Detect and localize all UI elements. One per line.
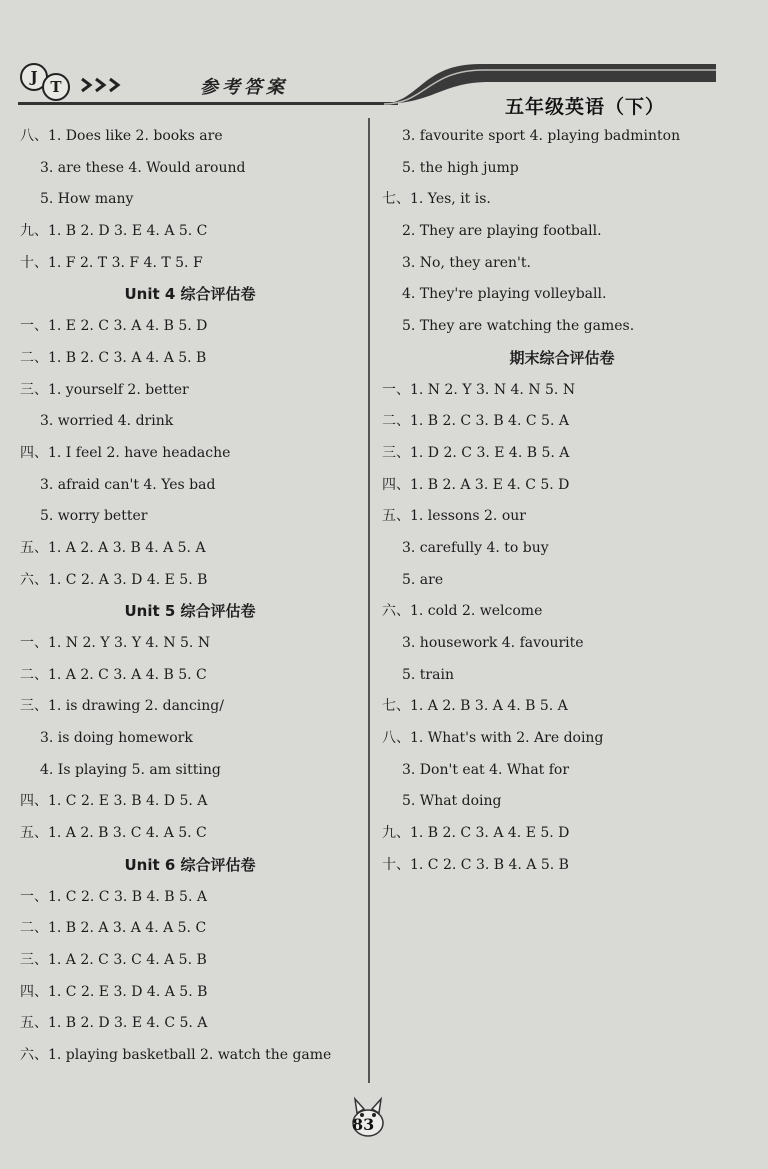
page-number-badge	[348, 1095, 388, 1145]
answer-line: 3. housework 4. favourite	[402, 635, 584, 651]
logo-letter-j: J	[20, 63, 48, 91]
page-header	[0, 55, 768, 118]
page-number: 83	[352, 1115, 375, 1134]
answer-line: 4. Is playing 5. am sitting	[40, 761, 221, 778]
right-column	[382, 121, 742, 882]
answer-line: 五、1. A 2. A 3. B 4. A 5. A	[20, 539, 206, 556]
answer-line: 5. They are watching the games.	[402, 318, 635, 335]
answer-line: 3. favourite sport 4. playing badminton	[402, 128, 681, 144]
answer-line: 九、1. B 2. D 3. E 4. A 5. C	[20, 223, 208, 240]
answer-line: 六、1. cold 2. welcome	[382, 603, 543, 620]
answer-line: 九、1. B 2. C 3. A 4. E 5. D	[382, 825, 570, 842]
answer-line: 一、1. N 2. Y 3. N 4. N 5. N	[382, 381, 576, 398]
answer-line: 七、1. A 2. B 3. A 4. B 5. A	[382, 698, 568, 715]
jt-logo	[20, 63, 72, 99]
logo-letter-t: T	[42, 73, 70, 101]
answer-line: 5. worry better	[40, 508, 148, 525]
answer-line: 3. worried 4. drink	[40, 413, 174, 430]
answer-line: 五、1. lessons 2. our	[382, 508, 526, 525]
answer-line: 5. are	[402, 571, 444, 588]
left-column	[20, 121, 360, 1072]
answer-line: 四、1. B 2. A 3. E 4. C 5. D	[382, 476, 570, 493]
answer-line: 五、1. B 2. D 3. E 4. C 5. A	[20, 1015, 208, 1032]
answer-line: 十、1. F 2. T 3. F 4. T 5. F	[20, 254, 203, 271]
answer-line: 三、1. yourself 2. better	[20, 381, 189, 398]
answer-line: 3. Don't eat 4. What for	[402, 761, 570, 778]
answer-line: 四、1. C 2. E 3. B 4. D 5. A	[20, 793, 208, 810]
answer-line: 五、1. A 2. B 3. C 4. A 5. C	[20, 825, 207, 842]
answer-line: 三、1. A 2. C 3. C 4. A 5. B	[20, 951, 207, 968]
book-title: 五年级英语（下）	[505, 96, 666, 118]
answer-line: 三、1. D 2. C 3. E 4. B 5. A	[382, 444, 570, 461]
answer-line: 3. afraid can't 4. Yes bad	[40, 476, 216, 493]
answer-line: 3. carefully 4. to buy	[402, 539, 549, 556]
header-title: 参考答案	[200, 77, 288, 98]
section-heading: Unit 5 综合评估卷	[124, 602, 256, 621]
header-rule	[18, 102, 398, 105]
answer-line: 一、1. N 2. Y 3. Y 4. N 5. N	[20, 635, 211, 651]
answer-line: 3. is doing homework	[40, 730, 193, 747]
answer-line: 5. train	[402, 666, 454, 683]
answer-line: 二、1. B 2. A 3. A 4. A 5. C	[20, 920, 207, 937]
answer-line: 3. No, they aren't.	[402, 254, 531, 271]
answer-line: 十、1. C 2. C 3. B 4. A 5. B	[382, 856, 569, 873]
answer-line: 三、1. is drawing 2. dancing/	[20, 698, 224, 715]
answer-line: 二、1. B 2. C 3. A 4. A 5. B	[20, 349, 207, 366]
answer-line: 2. They are playing football.	[402, 223, 602, 240]
answer-line: 4. They're playing volleyball.	[402, 286, 607, 303]
answer-line: 八、1. Does like 2. books are	[20, 128, 223, 144]
answer-line: 四、1. C 2. E 3. D 4. A 5. B	[20, 983, 208, 1000]
answer-line: 5. How many	[40, 191, 134, 208]
answer-line: 六、1. playing basketball 2. watch the game	[20, 1046, 332, 1063]
section-heading: 期末综合评估卷	[509, 348, 615, 367]
answer-line: 七、1. Yes, it is.	[382, 191, 491, 208]
answer-line: 二、1. A 2. C 3. A 4. B 5. C	[20, 666, 207, 683]
answer-line: 二、1. B 2. C 3. B 4. C 5. A	[382, 413, 569, 430]
chevrons-icon	[80, 77, 128, 93]
answer-line: 5. the high jump	[402, 159, 519, 176]
answer-line: 八、1. What's with 2. Are doing	[382, 730, 604, 747]
answer-line: 四、1. I feel 2. have headache	[20, 444, 231, 461]
answer-line: 3. are these 4. Would around	[40, 159, 246, 176]
section-heading: Unit 4 综合评估卷	[124, 285, 256, 304]
answer-line: 一、1. C 2. C 3. B 4. B 5. A	[20, 888, 207, 905]
answer-line: 一、1. E 2. C 3. A 4. B 5. D	[20, 318, 208, 335]
column-divider	[368, 118, 370, 1083]
answer-line: 5. What doing	[402, 793, 502, 810]
answer-line: 六、1. C 2. A 3. D 4. E 5. B	[20, 571, 208, 588]
section-heading: Unit 6 综合评估卷	[124, 855, 256, 874]
